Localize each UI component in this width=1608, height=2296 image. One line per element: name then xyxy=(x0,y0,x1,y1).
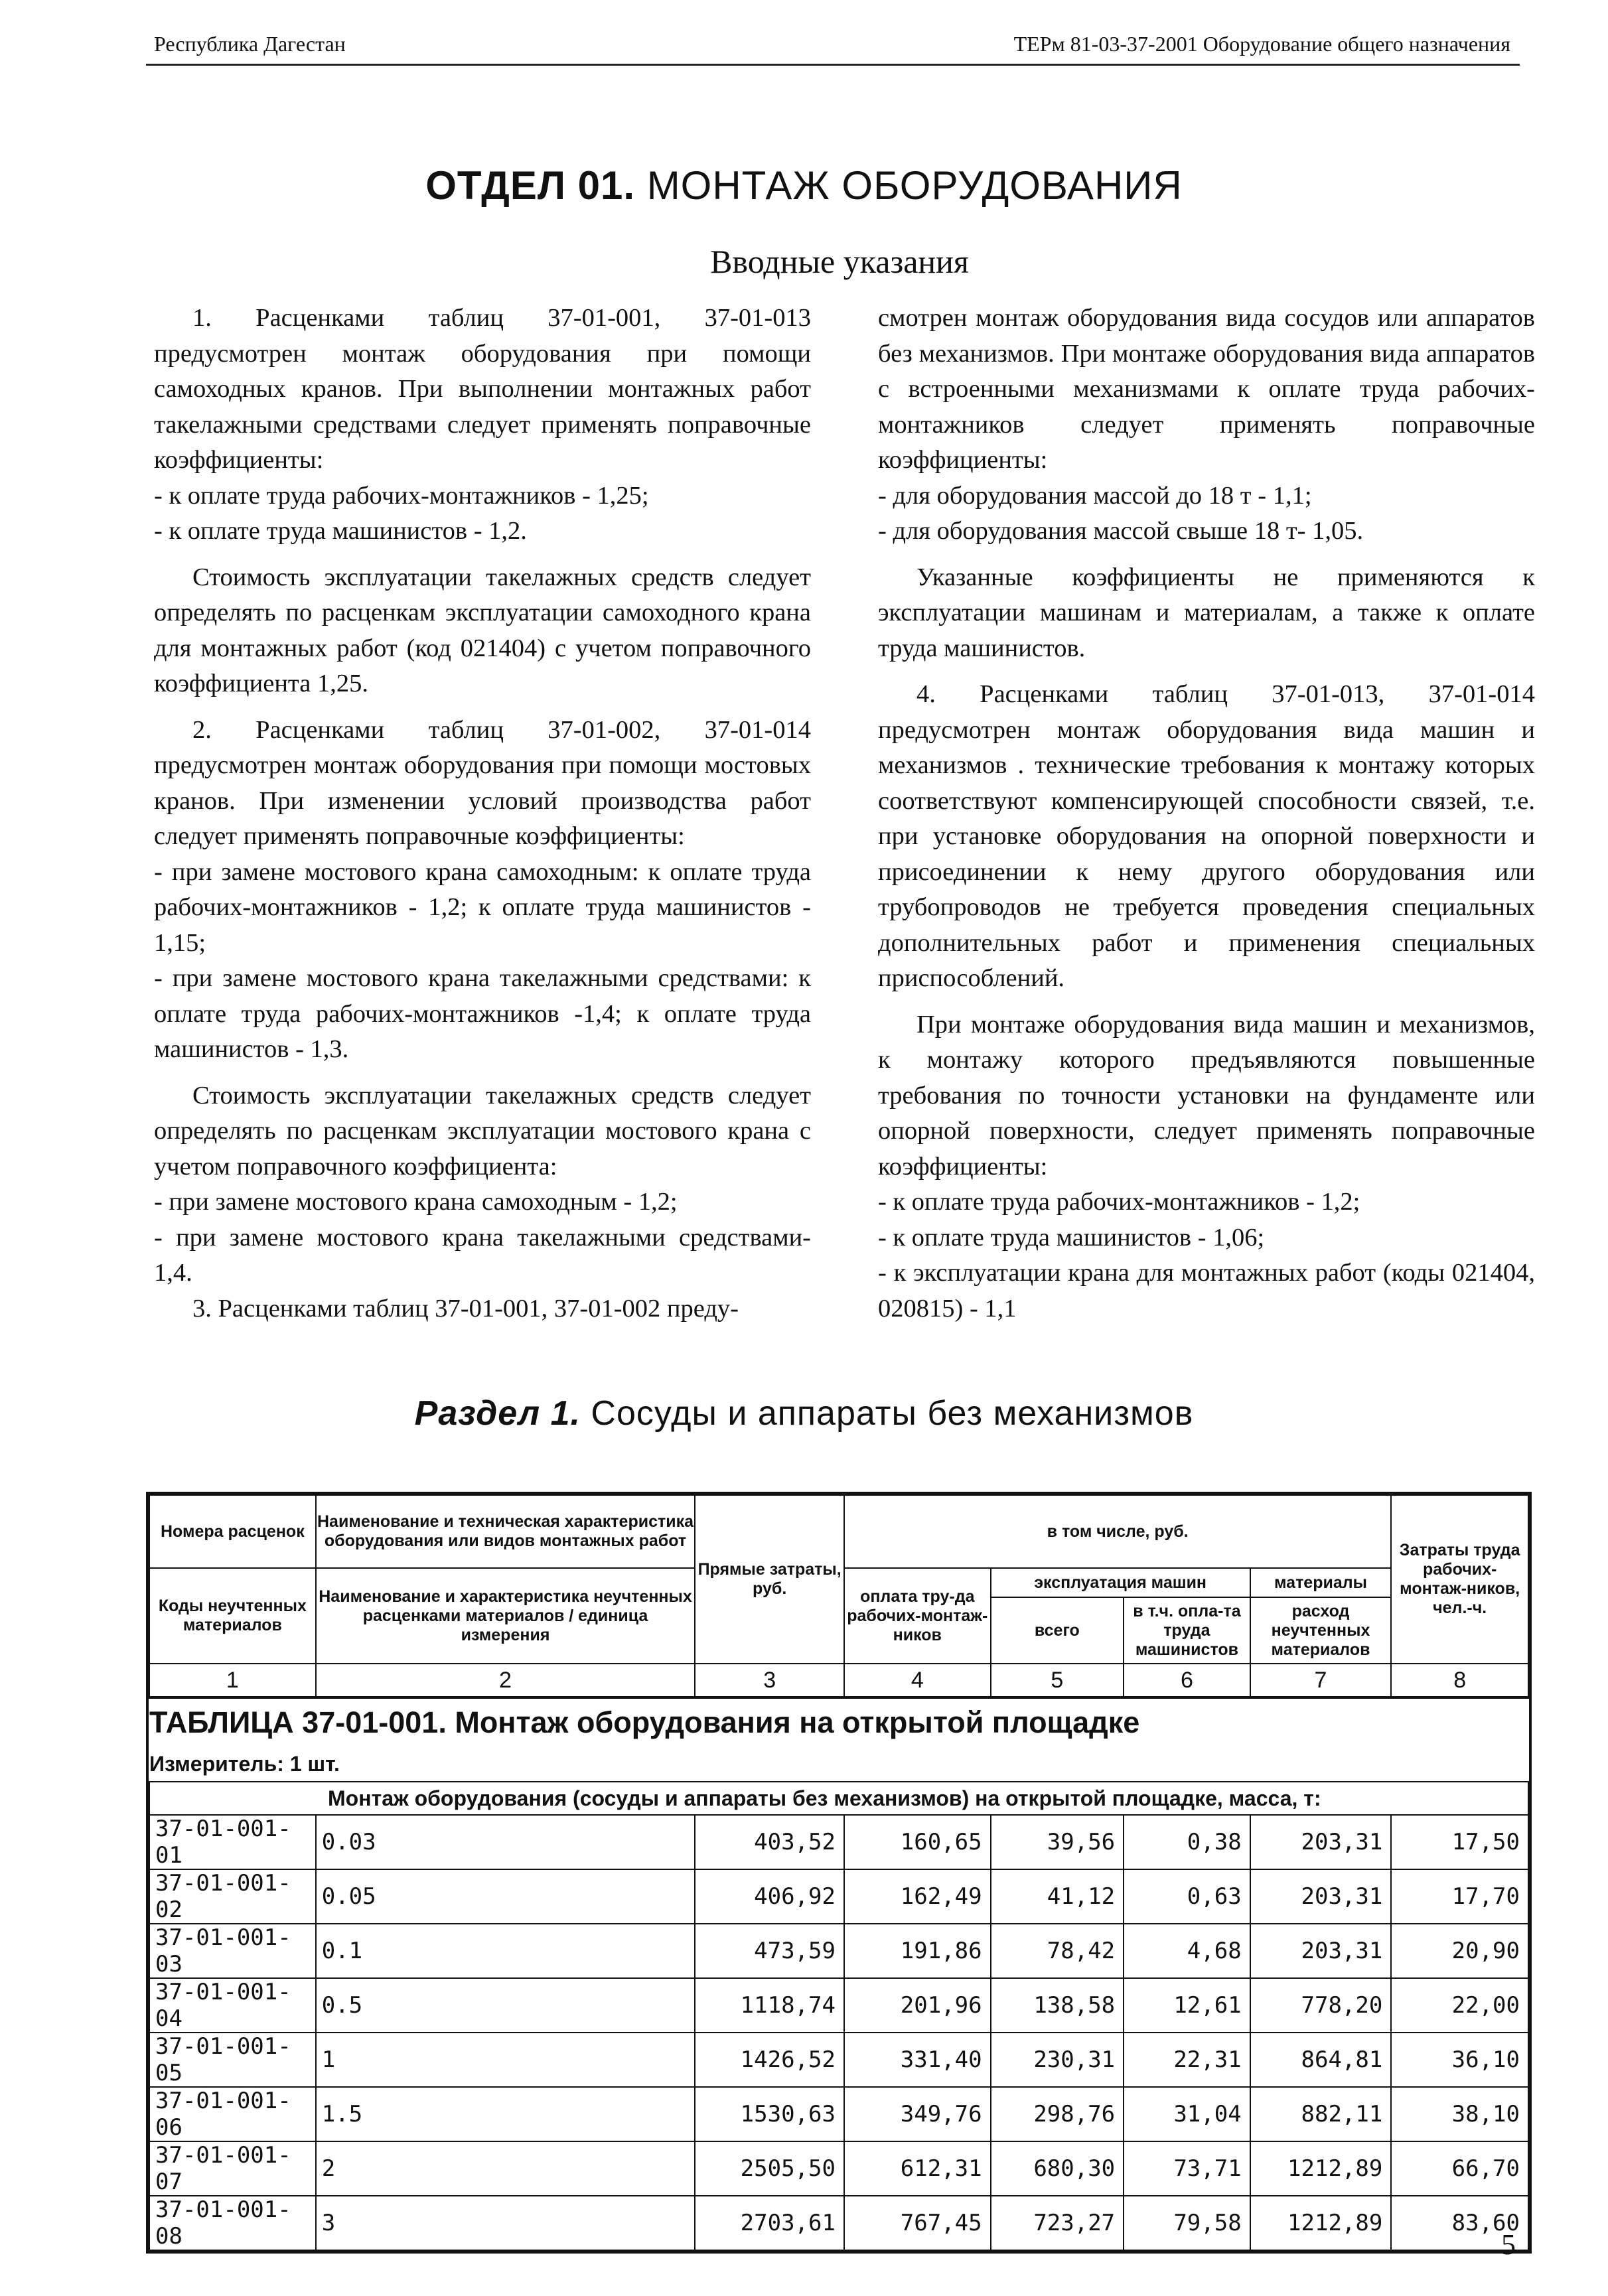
cell-machinist-pay: 22,31 xyxy=(1124,2033,1250,2087)
header-worker-pay: оплата тру-да рабочих-монтаж-ников xyxy=(844,1568,991,1664)
cell-mass: 0.1 xyxy=(316,1924,695,1978)
cell-rate-code: 37-01-001-06 xyxy=(149,2087,316,2141)
cell-machine-total: 230,31 xyxy=(991,2033,1124,2087)
cell-mass: 1.5 xyxy=(316,2087,695,2141)
cell-machine-total: 78,42 xyxy=(991,1924,1124,1978)
table-unit-row xyxy=(149,1747,1528,1782)
cell-direct-costs: 1118,74 xyxy=(695,1978,844,2033)
cell-mass: 3 xyxy=(316,2196,695,2250)
cell-mass: 0.05 xyxy=(316,1869,695,1924)
table-unit: Измеритель: 1 шт. xyxy=(149,1747,1528,1782)
cell-machine-total: 723,27 xyxy=(991,2196,1124,2250)
cell-rate-code: 37-01-001-08 xyxy=(149,2196,316,2250)
cell-materials: 203,31 xyxy=(1250,1924,1392,1978)
paragraph: При монтаже оборудования вида машин и механизмов, к монтажу которого предъявляются повышенные требования по точности установки на фундаменте или опорной поверхности, следует применять поправочные коэффициенты: xyxy=(878,1010,1535,1181)
table-header-row xyxy=(149,1495,1528,1568)
cell-labor-hours: 17,70 xyxy=(1391,1869,1528,1924)
cell-direct-costs: 2505,50 xyxy=(695,2141,844,2196)
list-item: - для оборудования массой свыше 18 т- 1,05. xyxy=(878,517,1364,545)
paragraph: 1. Расценками таблиц 37-01-001, 37-01-013 предусмотрен монтаж оборудования при помощи самоходных кранов. При выполнении монтажных работ такелажными средствами следует применять поправочные коэффициенты: xyxy=(154,304,811,474)
left-text-column xyxy=(154,301,811,1327)
cell-materials: 882,11 xyxy=(1250,2087,1392,2141)
list-item: - при замене мостового крана самоходным - 1,2; xyxy=(154,1188,678,1216)
cell-machinist-pay: 31,04 xyxy=(1124,2087,1250,2141)
cell-rate-code: 37-01-001-05 xyxy=(149,2033,316,2087)
paragraph: Указанные коэффициенты не применяются к эксплуатации машинам и материалам, а также к оплате труда машинистов. xyxy=(878,563,1535,662)
cell-direct-costs: 403,52 xyxy=(695,1815,844,1869)
department-number: ОТДЕЛ 01. xyxy=(425,163,636,208)
cell-worker-pay: 767,45 xyxy=(844,2196,991,2250)
cell-direct-costs: 406,92 xyxy=(695,1869,844,1924)
table-row xyxy=(149,2141,1528,2196)
list-item: - при замене мостового крана самоходным: к оплате труда рабочих-монтажников - 1,2; к оплате труда машинистов - 1,15; xyxy=(154,857,811,957)
column-number: 7 xyxy=(1250,1664,1392,1697)
cell-labor-hours: 83,60 xyxy=(1391,2196,1528,2250)
cell-worker-pay: 349,76 xyxy=(844,2087,991,2141)
cell-labor-hours: 22,00 xyxy=(1391,1978,1528,2033)
header-unaccounted-name: Наименование и характеристика неучтенных расценками материалов / единица измерения xyxy=(316,1568,695,1664)
cell-rate-code: 37-01-001-03 xyxy=(149,1924,316,1978)
list-item: - к оплате труда рабочих-монтажников - 1,25; xyxy=(154,481,649,510)
header-machine-total: всего xyxy=(991,1597,1124,1664)
cell-materials: 1212,89 xyxy=(1250,2141,1392,2196)
paragraph: Стоимость эксплуатации такелажных средств следует определять по расценкам эксплуатации самоходного крана для монтажных работ (код 021404) с учетом поправочного коэффициента 1,25. xyxy=(154,563,811,697)
cell-worker-pay: 160,65 xyxy=(844,1815,991,1869)
cell-machine-total: 41,12 xyxy=(991,1869,1124,1924)
cell-mass: 0.5 xyxy=(316,1978,695,2033)
cell-rate-code: 37-01-001-02 xyxy=(149,1869,316,1924)
cell-rate-code: 37-01-001-01 xyxy=(149,1815,316,1869)
list-item: - при замене мостового крана такелажными средствами- 1,4. xyxy=(154,1223,811,1287)
cell-materials: 778,20 xyxy=(1250,1978,1392,2033)
cell-machine-total: 138,58 xyxy=(991,1978,1124,2033)
running-header xyxy=(146,28,1520,66)
department-title xyxy=(0,163,1608,208)
cell-labor-hours: 17,50 xyxy=(1391,1815,1528,1869)
section-title xyxy=(0,1394,1608,1433)
cell-machine-total: 680,30 xyxy=(991,2141,1124,2196)
table-row xyxy=(149,1869,1528,1924)
list-item: - к оплате труда машинистов - 1,06; xyxy=(878,1223,1265,1252)
cell-mass: 2 xyxy=(316,2141,695,2196)
cell-labor-hours: 38,10 xyxy=(1391,2087,1528,2141)
cell-machine-total: 298,76 xyxy=(991,2087,1124,2141)
cell-worker-pay: 191,86 xyxy=(844,1924,991,1978)
header-labor-costs: Затраты труда рабочих-монтаж-ников, чел.-ч. xyxy=(1391,1495,1528,1664)
cell-rate-code: 37-01-001-04 xyxy=(149,1978,316,2033)
cell-worker-pay: 612,31 xyxy=(844,2141,991,2196)
column-number: 8 xyxy=(1391,1664,1528,1697)
column-number: 3 xyxy=(695,1664,844,1697)
department-name: МОНТАЖ ОБОРУДОВАНИЯ xyxy=(635,163,1183,208)
table-row xyxy=(149,1978,1528,2033)
cell-machinist-pay: 0,38 xyxy=(1124,1815,1250,1869)
cell-mass: 0.03 xyxy=(316,1815,695,1869)
table-row xyxy=(149,1815,1528,1869)
cell-worker-pay: 201,96 xyxy=(844,1978,991,2033)
header-machinist-pay: в т.ч. опла-та труда машинистов xyxy=(1124,1597,1250,1664)
section-number: Раздел 1. xyxy=(414,1394,581,1433)
cell-mass: 1 xyxy=(316,2033,695,2087)
cell-machine-total: 39,56 xyxy=(991,1815,1124,1869)
cell-materials: 203,31 xyxy=(1250,1869,1392,1924)
header-rate-codes: Номера расценок xyxy=(149,1495,316,1568)
list-item: - при замене мостового крана такелажными средствами: к оплате труда рабочих-монтажников -1,4; к оплате труда машинистов - 1,3. xyxy=(154,964,811,1063)
table-body xyxy=(149,1815,1528,2250)
header-name: Наименование и техническая характеристика оборудования или видов монтажных работ xyxy=(316,1495,695,1568)
table-title: ТАБЛИЦА 37-01-001. Монтаж оборудования на открытой площадке xyxy=(149,1697,1528,1747)
cell-direct-costs: 2703,61 xyxy=(695,2196,844,2250)
cell-machinist-pay: 73,71 xyxy=(1124,2141,1250,2196)
rates-table xyxy=(146,1492,1532,2254)
cell-materials: 864,81 xyxy=(1250,2033,1392,2087)
cell-worker-pay: 162,49 xyxy=(844,1869,991,1924)
column-number: 1 xyxy=(149,1664,316,1697)
cell-direct-costs: 473,59 xyxy=(695,1924,844,1978)
header-direct-costs: Прямые затраты, руб. xyxy=(695,1495,844,1664)
intro-heading: Вводные указания xyxy=(710,243,969,280)
paragraph: Стоимость эксплуатации такелажных средств следует определять по расценкам эксплуатации мостового крана с учетом поправочного коэффициента: xyxy=(154,1081,811,1181)
table-row xyxy=(149,2033,1528,2087)
table-row xyxy=(149,1924,1528,1978)
header-including: в том числе, руб. xyxy=(844,1495,1391,1568)
cell-materials: 203,31 xyxy=(1250,1815,1392,1869)
paragraph: 2. Расценками таблиц 37-01-002, 37-01-014 предусмотрен монтаж оборудования при помощи мостовых кранов. При изменении условий производства работ следует применять поправочные коэффициенты: xyxy=(154,715,811,850)
list-item: - к оплате труда машинистов - 1,2. xyxy=(154,517,527,545)
header-unaccounted-codes: Коды неучтенных материалов xyxy=(149,1568,316,1664)
cell-machinist-pay: 4,68 xyxy=(1124,1924,1250,1978)
column-number: 2 xyxy=(316,1664,695,1697)
list-item: - к оплате труда рабочих-монтажников - 1,2; xyxy=(878,1188,1360,1216)
cell-labor-hours: 36,10 xyxy=(1391,2033,1528,2087)
paragraph: смотрен монтаж оборудования вида сосудов или аппаратов без механизмов. При монтаже оборудования вида аппаратов с встроенными механизмами к оплате труда рабочих-монтажников следует применять поправочные коэффициенты: xyxy=(878,304,1535,474)
cell-direct-costs: 1530,63 xyxy=(695,2087,844,2141)
table-title-row xyxy=(149,1697,1528,1747)
cell-machinist-pay: 12,61 xyxy=(1124,1978,1250,2033)
header-unaccounted-consumption: расход неучтенных материалов xyxy=(1250,1597,1392,1664)
cell-rate-code: 37-01-001-07 xyxy=(149,2141,316,2196)
right-text-column xyxy=(878,301,1535,1327)
section-name: Сосуды и аппараты без механизмов xyxy=(580,1394,1194,1433)
column-number: 4 xyxy=(844,1664,991,1697)
cell-labor-hours: 66,70 xyxy=(1391,2141,1528,2196)
table-group-row xyxy=(149,1782,1528,1815)
cell-worker-pay: 331,40 xyxy=(844,2033,991,2087)
header-machine-operation: эксплуатация машин xyxy=(991,1568,1250,1597)
header-region: Республика Дагестан xyxy=(154,32,346,56)
cell-machinist-pay: 79,58 xyxy=(1124,2196,1250,2250)
cell-direct-costs: 1426,52 xyxy=(695,2033,844,2087)
paragraph: 3. Расценками таблиц 37-01-001, 37-01-002 преду- xyxy=(192,1294,739,1323)
paragraph: 4. Расценками таблиц 37-01-013, 37-01-014 предусмотрен монтаж оборудования вида машин и механизмов . технические требования к монтажу которых соответствуют компенсирующей способности связей, т.е. при установке оборудования на опорной поверхности и присоединении к нему другого оборудования или трубопроводов не требуется проведения специальных дополнительных работ и применения специальных приспособлений. xyxy=(878,680,1535,992)
header-document-code: ТЕРм 81-03-37-2001 Оборудование общего назначения xyxy=(1013,32,1510,56)
table-row xyxy=(149,2196,1528,2250)
column-number-row xyxy=(149,1664,1528,1697)
table-group-label: Монтаж оборудования (сосуды и аппараты без механизмов) на открытой площадке, масса, т: xyxy=(149,1782,1528,1815)
cell-materials: 1212,89 xyxy=(1250,2196,1392,2250)
list-item: - для оборудования массой до 18 т - 1,1; xyxy=(878,481,1312,510)
cell-machinist-pay: 0,63 xyxy=(1124,1869,1250,1924)
table-row xyxy=(149,2087,1528,2141)
column-number: 5 xyxy=(991,1664,1124,1697)
page-number: 5 xyxy=(1501,2228,1516,2261)
list-item: - к эксплуатации крана для монтажных работ (коды 021404, 020815) - 1,1 xyxy=(878,1259,1535,1323)
header-materials: материалы xyxy=(1250,1568,1392,1597)
cell-labor-hours: 20,90 xyxy=(1391,1924,1528,1978)
column-number: 6 xyxy=(1124,1664,1250,1697)
